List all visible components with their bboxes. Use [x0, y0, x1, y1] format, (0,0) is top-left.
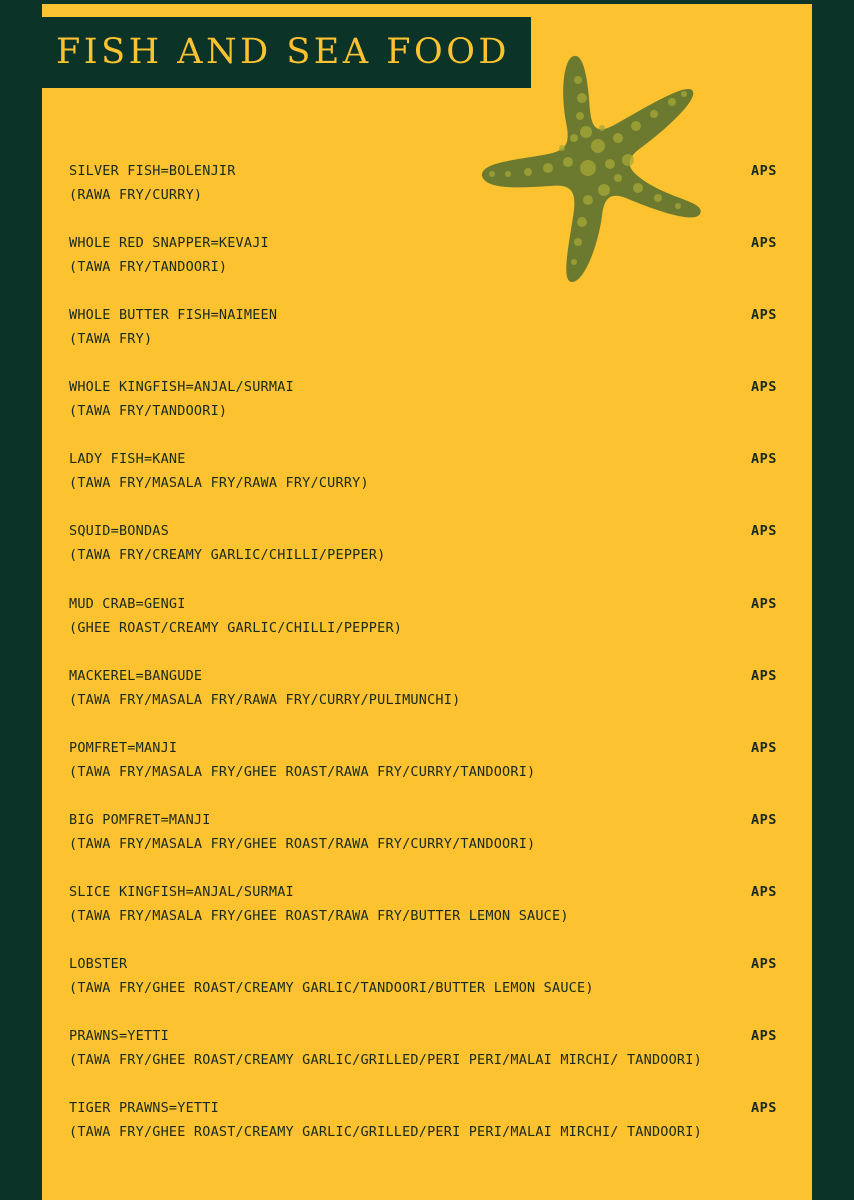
menu-item-squid [69, 523, 781, 579]
menu-item-name: SQUID=BONDAS [69, 523, 169, 539]
menu-item-prawns [69, 1028, 781, 1084]
menu-item-price: APS [751, 379, 777, 395]
menu-item-red-snapper [69, 235, 781, 291]
menu-item-options: (TAWA FRY/CREAMY GARLIC/CHILLI/PEPPER) [69, 547, 386, 563]
menu-item-name: WHOLE BUTTER FISH=NAIMEEN [69, 307, 278, 323]
menu-item-butter-fish [69, 307, 781, 363]
menu-item-whole-kingfish [69, 379, 781, 435]
menu-item-options: (GHEE ROAST/CREAMY GARLIC/CHILLI/PEPPER) [69, 620, 403, 636]
menu-item-tiger-prawns [69, 1100, 781, 1156]
page-title: FISH AND SEA FOOD [56, 32, 510, 72]
menu-item-options: (TAWA FRY/TANDOORI) [69, 403, 228, 419]
menu-item-options: (TAWA FRY/MASALA FRY/GHEE ROAST/RAWA FRY/CURRY/TANDOORI) [69, 836, 536, 852]
menu-item-price: APS [751, 523, 777, 539]
menu-item-name: BIG POMFRET=MANJI [69, 812, 211, 828]
menu-item-price: APS [751, 1100, 777, 1116]
menu-item-options: (TAWA FRY/GHEE ROAST/CREAMY GARLIC/GRILLED/PERI PERI/MALAI MIRCHI/ TANDOORI) [69, 1124, 702, 1140]
menu-item-name: MACKEREL=BANGUDE [69, 668, 203, 684]
menu-item-price: APS [751, 812, 777, 828]
menu-item-price: APS [751, 163, 777, 179]
menu-item-silver-fish [69, 163, 781, 219]
menu-item-lady-fish [69, 451, 781, 507]
menu-item-name: SILVER FISH=BOLENJIR [69, 163, 236, 179]
menu-item-price: APS [751, 596, 777, 612]
menu-item-price: APS [751, 668, 777, 684]
menu-item-lobster [69, 956, 781, 1012]
menu-item-name: TIGER PRAWNS=YETTI [69, 1100, 219, 1116]
menu-item-price: APS [751, 740, 777, 756]
menu-item-options: (RAWA FRY/CURRY) [69, 187, 203, 203]
menu-item-price: APS [751, 884, 777, 900]
menu-item-options: (TAWA FRY/MASALA FRY/RAWA FRY/CURRY/PULIMUNCHI) [69, 692, 461, 708]
menu-item-name: PRAWNS=YETTI [69, 1028, 169, 1044]
menu-item-price: APS [751, 956, 777, 972]
menu-item-options: (TAWA FRY/TANDOORI) [69, 259, 228, 275]
menu-item-name: LOBSTER [69, 956, 128, 972]
menu-item-options: (TAWA FRY/MASALA FRY/RAWA FRY/CURRY) [69, 475, 369, 491]
menu-item-price: APS [751, 307, 777, 323]
menu-item-name: WHOLE KINGFISH=ANJAL/SURMAI [69, 379, 294, 395]
menu-item-options: (TAWA FRY) [69, 331, 153, 347]
menu-item-mackerel [69, 668, 781, 724]
menu-item-name: MUD CRAB=GENGI [69, 596, 186, 612]
menu-item-pomfret [69, 740, 781, 796]
menu-item-name: LADY FISH=KANE [69, 451, 186, 467]
menu-item-options: (TAWA FRY/MASALA FRY/GHEE ROAST/RAWA FRY/BUTTER LEMON SAUCE) [69, 908, 569, 924]
menu-item-price: APS [751, 1028, 777, 1044]
menu-item-options: (TAWA FRY/GHEE ROAST/CREAMY GARLIC/GRILLED/PERI PERI/MALAI MIRCHI/ TANDOORI) [69, 1052, 702, 1068]
menu-item-price: APS [751, 235, 777, 251]
menu-item-mud-crab [69, 596, 781, 652]
menu-item-name: SLICE KINGFISH=ANJAL/SURMAI [69, 884, 294, 900]
menu-item-price: APS [751, 451, 777, 467]
menu-item-options: (TAWA FRY/MASALA FRY/GHEE ROAST/RAWA FRY/CURRY/TANDOORI) [69, 764, 536, 780]
menu-item-name: WHOLE RED SNAPPER=KEVAJI [69, 235, 269, 251]
menu-item-slice-kingfish [69, 884, 781, 940]
menu-item-options: (TAWA FRY/GHEE ROAST/CREAMY GARLIC/TANDOORI/BUTTER LEMON SAUCE) [69, 980, 594, 996]
menu-item-name: POMFRET=MANJI [69, 740, 178, 756]
menu-item-big-pomfret [69, 812, 781, 868]
